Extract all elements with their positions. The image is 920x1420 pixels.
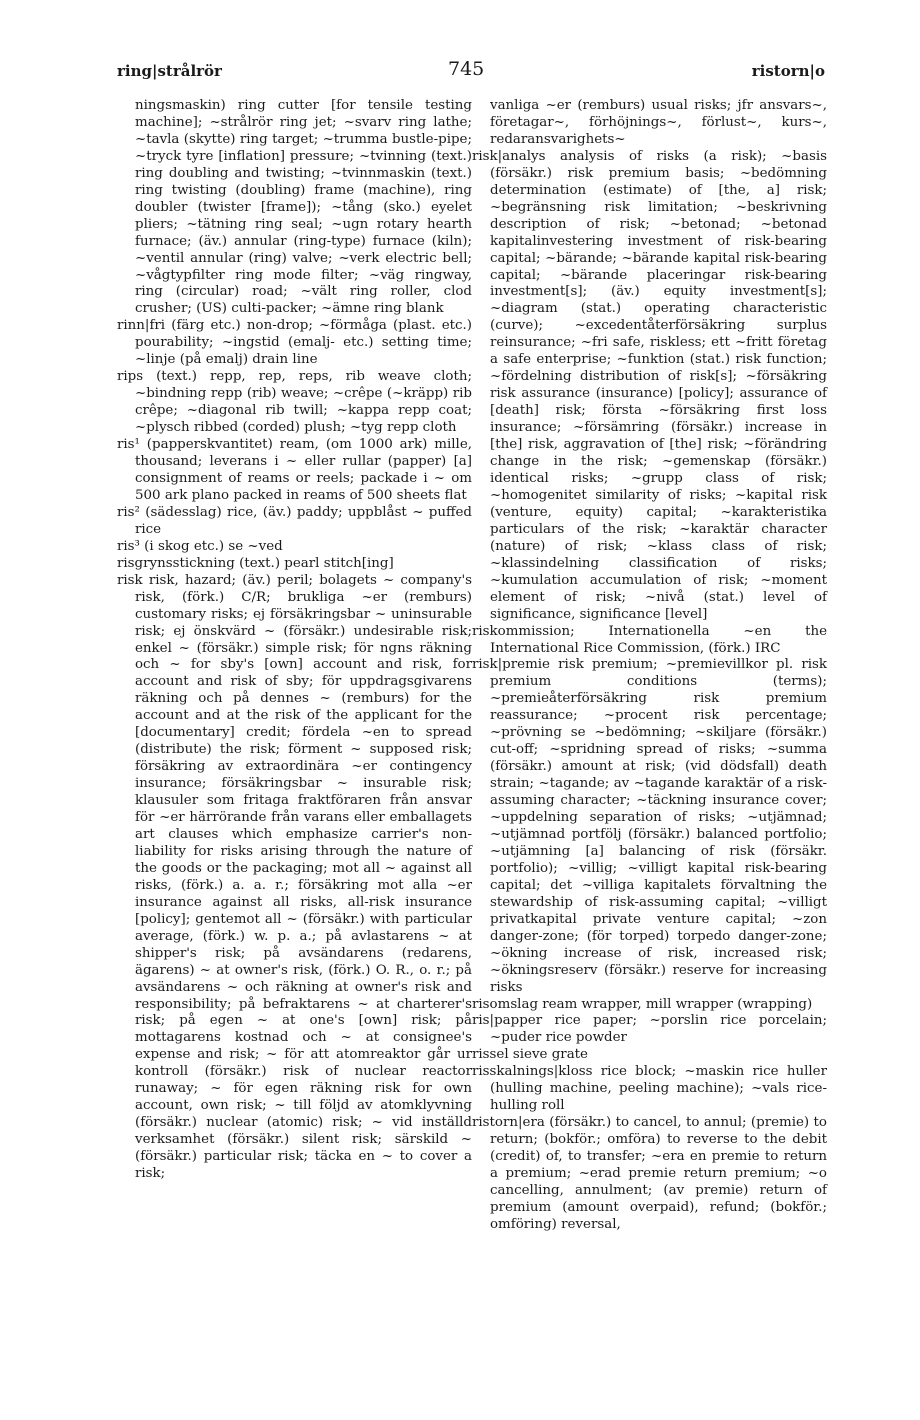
dictionary-entry: ristorn|era (försäkr.) to cancel, to annul; (premie) to return; (bokför.; omföra) to reverse to the debit (credit) of, to transfer; ~era en premie to return a premium; ~erad premie return premium; ~o cancelling, annulment; (av premie) return of premium (amount overpaid), refund; (bokför.; omföring) reversal, (472, 1115, 827, 1232)
dictionary-entry: ris² (sädesslag) rice, (äv.) paddy; uppblåst ~ puffed rice (117, 504, 472, 537)
dictionary-entry: risgrynsstickning (text.) pearl stitch[ing] (117, 555, 394, 571)
right-guide-word: ristorn|o (751, 62, 825, 80)
dictionary-entry: risk|premie risk premium; ~premievillkor pl. risk premium conditions (terms); ~premieåterförsäkring risk premium reassurance; ~procent risk percentage; ~prövning se ~bedömning; ~skiljare (försäkr.) cut-off; ~spridning spread of risks; ~summa (försäkr.) amount at risk; (vid dödsfall) death strain; ~tagande; av ~tagande karaktär of a risk-assuming character; ~täckning insurance cover; ~uppdelning separation of risks; ~utjämnad; ~utjämnad portfölj (försäkr.) balanced portfolio; ~utjämning [a] balancing of risk (försäkr. portfolio); ~villig; ~villigt kapital risk-bearing capital; det ~villiga kapitalets förvaltning the stewardship of risk-assuming capital; ~villigt privatkapital private venture capital; ~zon danger-zone; (för torped) torpedo danger-zone; ~ökning increase of risk, increased risk; ~ökningsreserv (försäkr.) reserve for increasing risks (472, 657, 827, 995)
dictionary-entry: rissel sieve grate (472, 1047, 588, 1063)
page-number: 745 (448, 58, 485, 80)
dictionary-entry: risomslag ream wrapper, mill wrapper (wrapping) (472, 996, 813, 1012)
dictionary-entry: ris³ (i skog etc.) se ~ved (117, 538, 283, 554)
right-column (472, 98, 827, 1234)
left-guide-word: ring|strålrör (117, 62, 222, 80)
dictionary-entry: riskommission; Internationella ~en the International Rice Commission, (förk.) IRC (472, 623, 827, 656)
dictionary-entry: risskalnings|kloss rice block; ~maskin rice huller (hulling machine, peeling machine); ~vals rice-hulling roll (472, 1064, 827, 1114)
dictionary-entry: risk risk, hazard; (äv.) peril; bolagets ~ company's risk, (förk.) C/R; brukliga ~er (remburs) customary risks; ej försäkringsbar ~ uninsurable risk; ej önskvärd ~ (försäkr.) undesirable risk; enkel ~ (försäkr.) simple risk; för ngns räkning och ~ for sby's [own] account and risk, for account and risk of sby; för uppdragsgivarens räkning och på dennes ~ (remburs) for the account and at the risk of the applicant for the [documentary] credit; fördela ~en to spread (distribute) the risk; förment ~ supposed risk; försäkring av extraordinära ~er contingency insurance; försäkringsbar ~ insurable risk; klausuler som fritaga fraktföraren från ansvar för ~er härrörande från varans eller emballagets art clauses which emphasize carrier's non-liability for risks arising through the nature of the goods or the packaging; mot all ~ against all risks, (förk.) a. a. r.; försäkring mot alla ~er insurance against all risks, all-risk insurance [policy]; gentemot all ~ (försäkr.) with particular average, (förk.) w. p. a.; på avlastarens ~ at shipper's risk; på avsändarens (redarens, ägarens) ~ at owner's risk, (förk.) O. R., o. r.; på avsändarens ~ och räkning at owner's risk and responsibility; på befraktarens ~ at charterer's risk; på egen ~ at one's [own] risk; på mottagarens kostnad och ~ at consignee's expense and risk; ~ för att atomreaktor går ur kontroll (försäkr.) risk of nuclear reactor runaway; ~ för egen räkning risk for own account, own risk; ~ till följd av atomklyvning (försäkr.) nuclear (atomic) risk; ~ vid inställd verksamhet (försäkr.) silent risk; särskild ~ (försäkr.) particular risk; täcka en ~ to cover a risk; (117, 572, 472, 1182)
dictionary-entry: rinn|fri (färg etc.) non-drop; ~förmåga (plast. etc.) pourability; ~ingstid (emalj- etc.) setting time; ~linje (på emalj) drain line (117, 318, 472, 368)
dictionary-entry: ris¹ (papperskvantitet) ream, (om 1000 ark) mille, thousand; leverans i ~ eller rullar (papper) [a] consignment of reams or reels; packade i ~ om 500 ark plano packed in reams of 500 sheets flat (117, 437, 472, 503)
page-header (100, 58, 825, 88)
dictionary-entry: rips (text.) repp, rep, reps, rib weave cloth; ~bindning repp (rib) weave; ~crêpe (~kräpp) rib crêpe; ~diagonal rib twill; ~kappa repp coat; ~plysch ribbed (corded) plush; ~tyg repp cloth (117, 369, 472, 436)
dictionary-entry: ningsmaskin) ring cutter [for tensile testing machine]; ~strålrör ring jet; ~svarv ring lathe; ~tavla (skytte) ring target; ~trumma bustle-pipe; ~tryck tyre [inflation] pressure; ~tvinning (text.) ring doubling and twisting; ~tvinnmaskin (text.) ring twisting (doubling) frame (machine), ring doubler (twister [frame]); ~tång (sko.) eyelet pliers; ~tätning ring seal; ~ugn rotary hearth furnace; (äv.) annular (ring-type) furnace (kiln); ~ventil annular (ring) valve; ~verk electric bell; ~vågtypfilter ring mode filter; ~väg ringway, ring (circular) road; ~vält ring roller, clod crusher; (US) culti-packer; ~ämne ring blank (135, 98, 472, 317)
dictionary-entry: vanliga ~er (remburs) usual risks; jfr ansvars~, företagar~, förhöjnings~, förlust~, kurs~, redaransvarighets~ (490, 98, 827, 147)
left-column (117, 98, 472, 1183)
dictionary-entry: ris|papper rice paper; ~porslin rice porcelain; ~puder rice powder (472, 1013, 827, 1046)
dictionary-entry: risk|analys analysis of risks (a risk); ~basis (försäkr.) risk premium basis; ~bedömning determination (estimate) of [the, a] risk; ~begränsning risk limitation; ~beskrivning description of risk; ~betonad; ~betonad kapitalinvestering investment of risk-bearing capital; ~bärande; ~bärande kapital risk-bearing capital; ~bärande placeringar risk-bearing investment[s]; (äv.) equity investment[s]; ~diagram (stat.) operating characteristic (curve); ~excedentåterförsäkring surplus reinsurance; ~fri safe, riskless; ett ~fritt företag a safe enterprise; ~funktion (stat.) risk function; ~fördelning distribution of risk[s]; ~försäkring risk assurance (insurance) [policy]; assurance of [death] risk; första ~försäkring first loss insurance; ~försämring (försäkr.) increase in [the] risk, aggravation of [the] risk; ~förändring change in the risk; ~gemenskap (försäkr.) identical risks; ~grupp class of risk; ~homogenitet similarity of risks; ~kapital risk (venture, equity) capital; ~karakteristika particulars of the risk; ~karaktär character (nature) of risk; ~klass class of risk; ~klassindelning classification of risks; ~kumulation accumulation of risk; ~moment element of risk; ~nivå (stat.) level of significance, significance [level] (472, 148, 827, 622)
